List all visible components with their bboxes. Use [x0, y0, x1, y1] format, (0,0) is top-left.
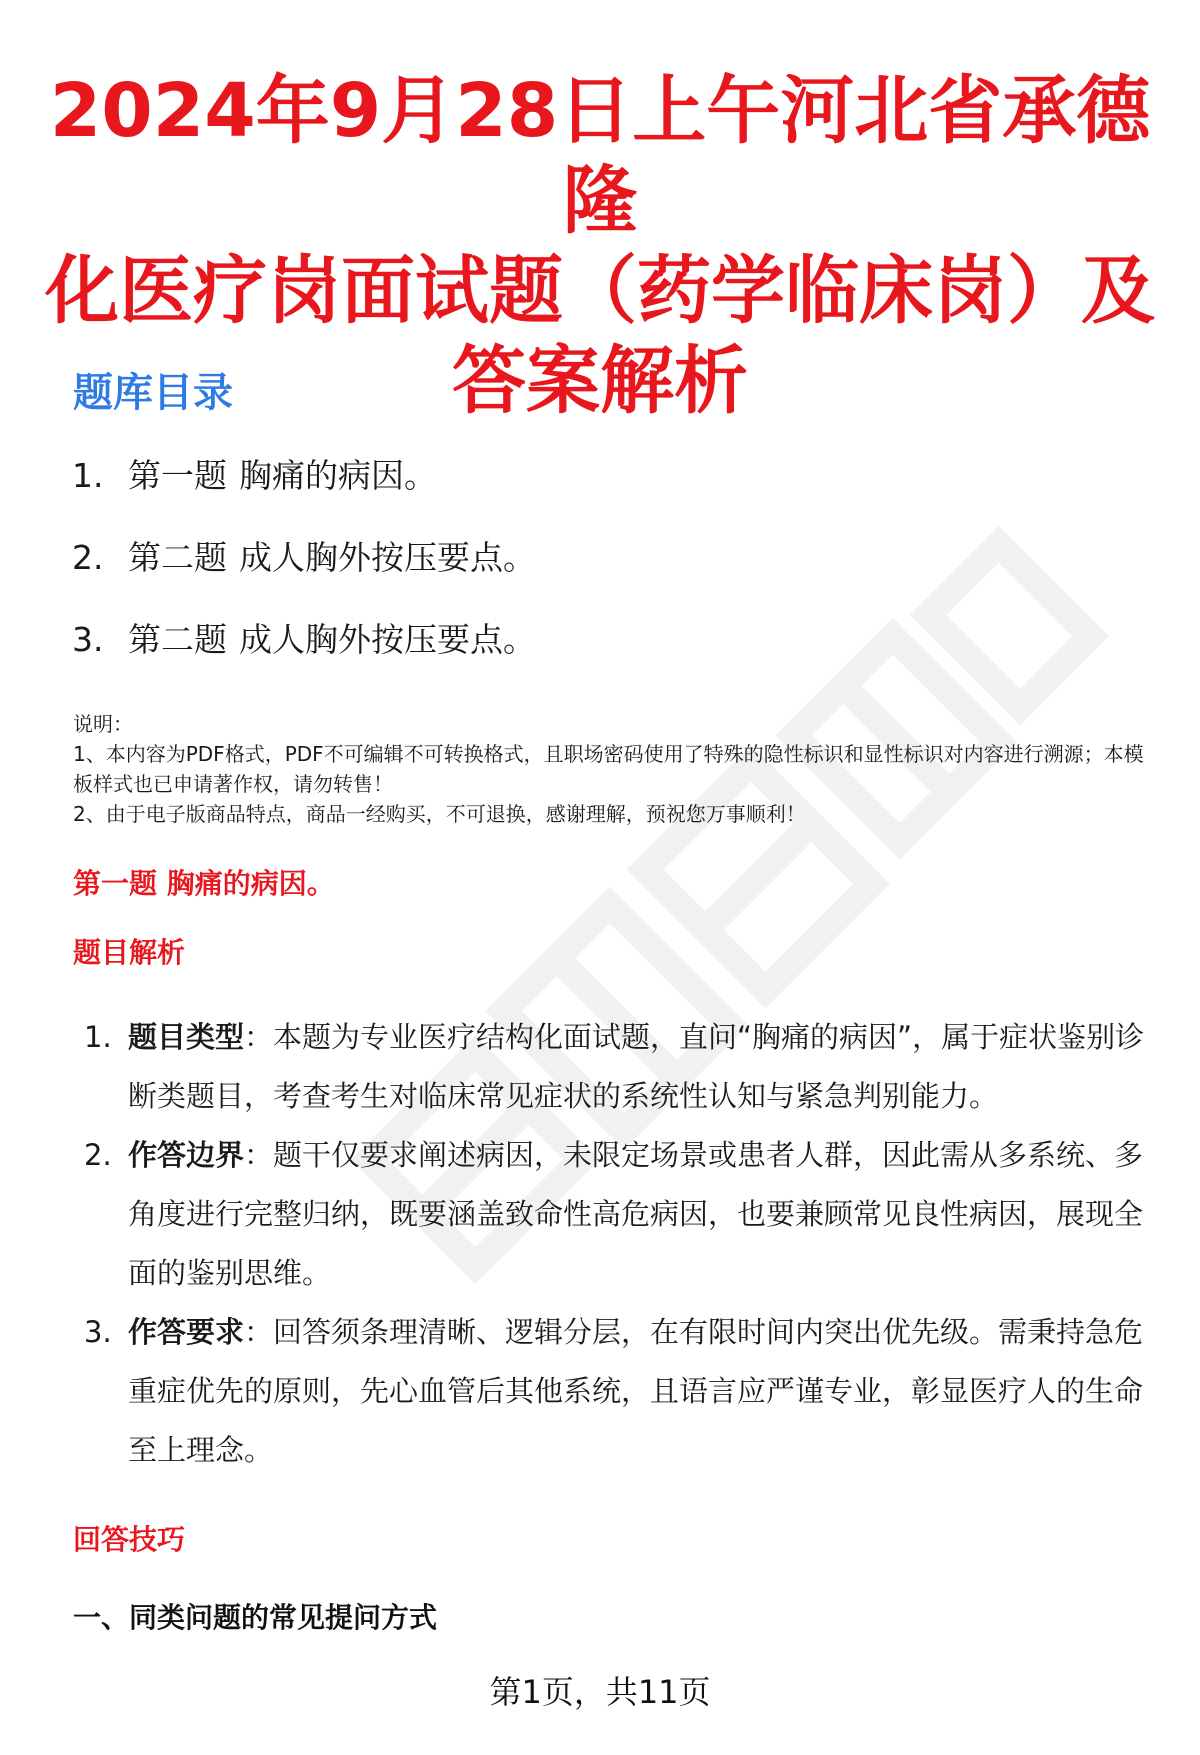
- notice-block: [73, 709, 1163, 829]
- toc-item-label: 第一题: [128, 456, 227, 495]
- toc-item[interactable]: [72, 456, 536, 538]
- analysis-point-label: 作答要求: [128, 1315, 245, 1349]
- tips-heading: 回答技巧: [73, 1523, 186, 1556]
- toc-list: [72, 456, 536, 702]
- analysis-list: [84, 1008, 1154, 1480]
- analysis-point-separator: ：: [244, 1138, 274, 1172]
- title-line-1: 2024年9月28日上午河北省承德隆: [49, 68, 1151, 244]
- toc-item-number: 2.: [72, 538, 104, 577]
- toc-item-label: 第二题: [128, 538, 227, 577]
- analysis-point-number: 1.: [84, 1020, 112, 1054]
- toc-item-number: 1.: [72, 456, 104, 495]
- analysis-heading: 题目解析: [73, 936, 186, 969]
- toc-item-number: 3.: [72, 620, 104, 659]
- title-line-2: 化医疗岗面试题（药学临床岗）及: [45, 248, 1155, 334]
- tips-subheading: 一、同类问题的常见提问方式: [73, 1601, 438, 1634]
- toc-item[interactable]: [72, 538, 536, 620]
- toc-item-text: 成人胸外按压要点。: [239, 538, 536, 577]
- analysis-point: [84, 1126, 1154, 1303]
- analysis-point-text: 本题为专业医疗结构化面试题，直问“胸痛的病因”，属于症状鉴别诊断类题目，考查考生对临床常见症状的系统性认知与紧急判别能力。: [128, 1020, 1145, 1113]
- analysis-point: [84, 1303, 1154, 1480]
- analysis-point-text: 回答须条理清晰、逻辑分层，在有限时间内突出优先级。需秉持急危重症优先的原则，先心血管后其他系统，且语言应严谨专业，彰显医疗人的生命至上理念。: [128, 1315, 1144, 1467]
- analysis-point-separator: ：: [244, 1315, 274, 1349]
- toc-item-text: 胸痛的病因。: [239, 456, 437, 495]
- analysis-point-number: 2.: [84, 1138, 112, 1172]
- question-title: 第一题 胸痛的病因。: [73, 867, 335, 900]
- toc-item-label: 第二题: [128, 620, 227, 659]
- toc-item[interactable]: [72, 620, 536, 702]
- analysis-point: [84, 1008, 1154, 1126]
- toc-item-text: 成人胸外按压要点。: [239, 620, 536, 659]
- notice-line: 2、由于电子版商品特点，商品一经购买，不可退换，感谢理解，预祝您万事顺利！: [73, 802, 806, 826]
- analysis-point-label: 题目类型: [128, 1020, 245, 1054]
- notice-line: 1、本内容为PDF格式，PDF不可编辑不可转换格式，且职场密码使用了特殊的隐性标识和显性标识对内容进行溯源；本模板样式也已申请著作权，请勿转售！: [73, 742, 1144, 796]
- notice-line: 说明：: [73, 712, 133, 736]
- analysis-point-label: 作答边界: [128, 1138, 245, 1172]
- analysis-point-separator: ：: [244, 1020, 274, 1054]
- toc-heading: 题库目录: [73, 370, 233, 416]
- analysis-point-text: 题干仅要求阐述病因，未限定场景或患者人群，因此需从多系统、多角度进行完整归纳，既要涵盖致命性高危病因，也要兼顾常见良性病因，展现全面的鉴别思维。: [128, 1138, 1144, 1290]
- title-line-3: 答案解析: [452, 338, 748, 424]
- page-footer: 第1页，共11页: [489, 1673, 711, 1711]
- analysis-point-number: 3.: [84, 1315, 112, 1349]
